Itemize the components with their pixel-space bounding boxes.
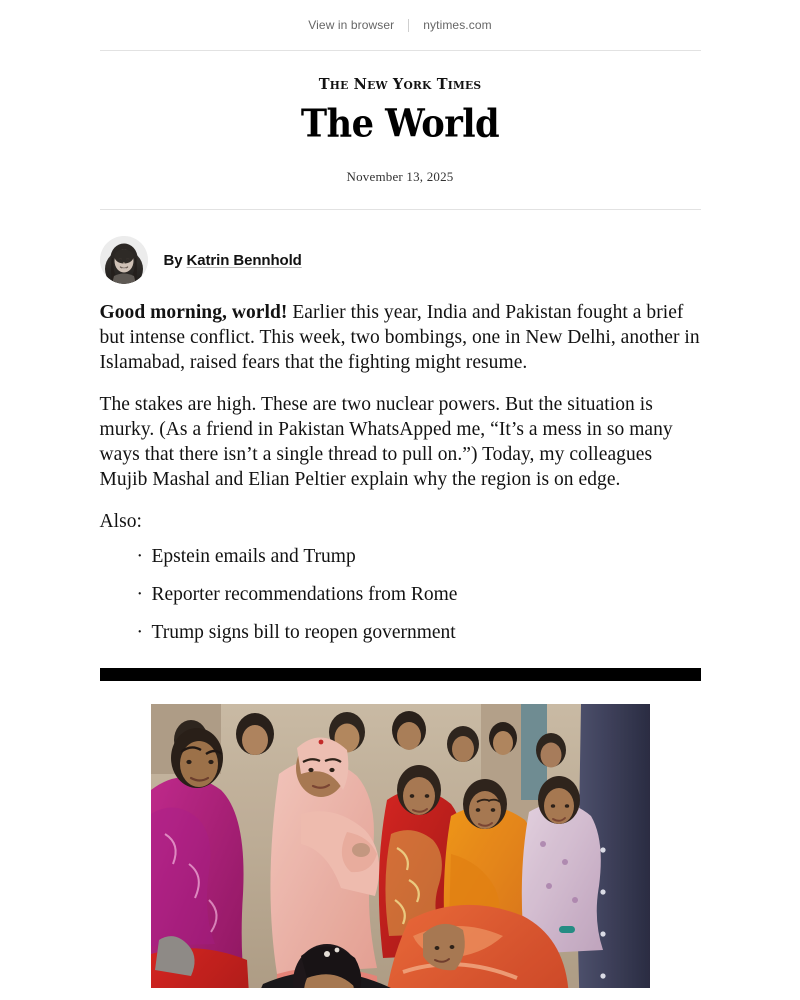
avatar xyxy=(100,236,148,284)
utility-divider xyxy=(408,19,409,32)
also-list xyxy=(100,544,701,645)
paragraph-2: The stakes are high. These are two nuclear powers. But the situation is murky. (As a friend in Pakistan WhatsApped me, “It’s a mess in so many ways that there isn’t a single thread to pull on.”) Today, my colleagues Mujib Mashal and Elian Peltier explain why the region is on edge. xyxy=(99,394,673,490)
bullet-icon: · xyxy=(136,622,143,643)
list-item[interactable] xyxy=(100,620,701,645)
bullet-icon: · xyxy=(136,584,143,605)
list-item-label: Epstein emails and Trump xyxy=(151,546,356,567)
paragraph-1-rest: Earlier this year, India and Pakistan fought a brief but intense conflict. This week, two bombings, one in New Delhi, another in Islamabad, raised fears that the fighting might resume. xyxy=(99,302,700,373)
byline-text xyxy=(164,252,302,269)
author-link[interactable]: Katrin Bennhold xyxy=(186,251,302,269)
lead-photo xyxy=(151,704,650,988)
utility-bar xyxy=(0,0,800,50)
view-in-browser-link[interactable]: View in browser xyxy=(308,18,395,32)
also-label: Also: xyxy=(99,511,143,532)
newsletter-title: The World xyxy=(300,101,500,147)
nytimes-site-link[interactable]: nytimes.com xyxy=(423,18,492,32)
paragraph-1 xyxy=(100,300,701,375)
list-item-label: Trump signs bill to reopen government xyxy=(151,622,456,643)
section-divider-bar xyxy=(100,668,701,681)
list-item[interactable] xyxy=(100,582,701,607)
issue-date: November 13, 2025 xyxy=(346,169,454,184)
byline xyxy=(100,210,701,284)
article-body xyxy=(100,284,701,645)
masthead xyxy=(0,51,800,185)
nyt-logo[interactable]: The New York Times xyxy=(318,75,482,93)
byline-prefix: By xyxy=(163,251,187,269)
bullet-icon: · xyxy=(136,546,143,567)
list-item[interactable] xyxy=(100,544,701,569)
paragraph-1-lead: Good morning, world! xyxy=(99,302,288,323)
list-item-label: Reporter recommendations from Rome xyxy=(151,584,458,605)
